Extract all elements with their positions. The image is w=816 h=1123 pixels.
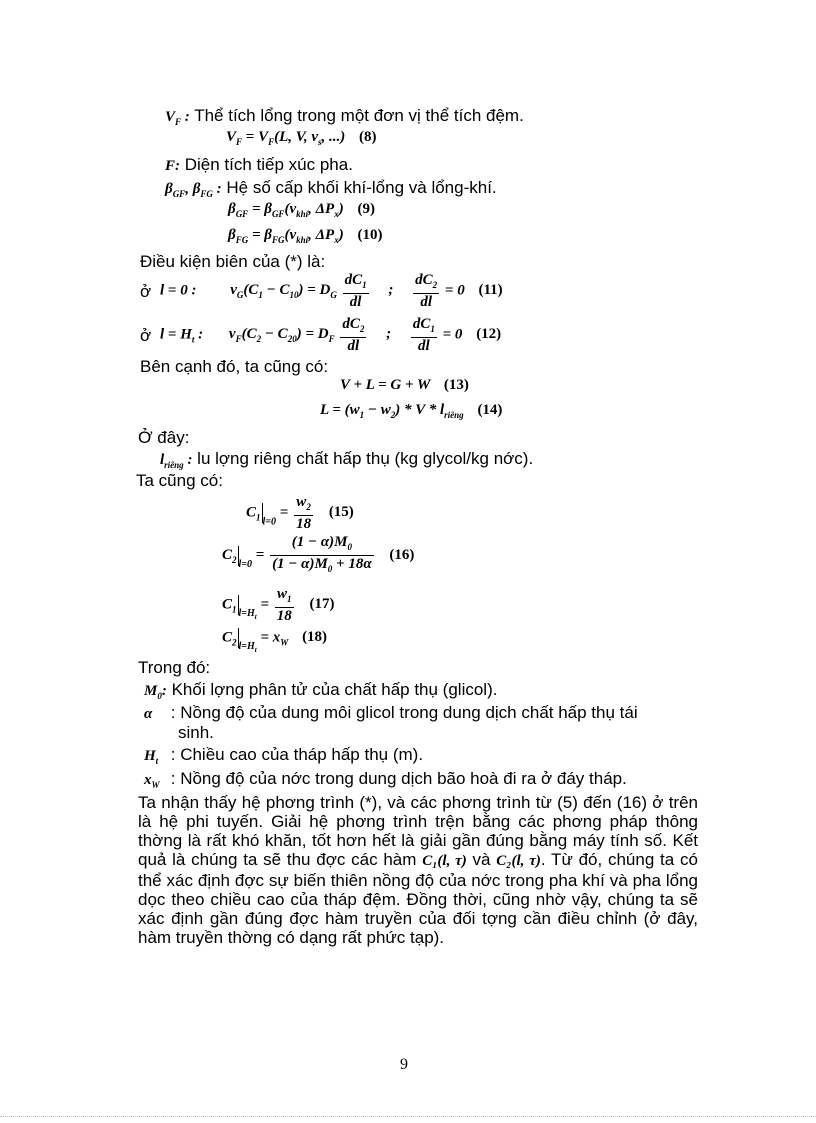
at-label-1: ở — [140, 282, 152, 301]
f-symbol: F: — [165, 158, 180, 174]
equation-18: $C_2$ $_{l=H_t} = x_W$ (18) — [222, 629, 328, 655]
ht-symbol: $H_t$ — [144, 748, 159, 766]
m0-definition: $M_0$: Khối lợng phân tử của chất hấp thụ (glicol). — [144, 680, 498, 701]
beta-symbol: $\beta_{GF}$, $\beta_{FG}$ : — [165, 181, 222, 199]
m0-symbol: $M_0$: — [144, 683, 167, 701]
equation-15: $C_1$ $_{l=0}$ = $\frac{w_2}{18}$ (15) — [246, 494, 354, 532]
here-line: Ở đây: — [138, 428, 190, 447]
equation-8: $V_F = V_F(L$, V, $v_s$, ...) (8) — [226, 129, 377, 147]
lrieng-symbol: $l_{riêng}$ : — [160, 452, 193, 470]
alpha-definition-cont: sinh. — [178, 723, 214, 742]
xw-definition: $x_W$ : Nồng độ của nớc trong dung dịch bão hoà đi ra ở đáy tháp. — [144, 769, 627, 795]
vf-definition: $V_F$ : Thể tích lổng trong một đơn vị thể tích đệm. — [165, 106, 524, 127]
beta-definition: $\beta_{GF}$, $\beta_{FG}$ : Hệ số cấp khối khí-lổng và lổng-khí. — [165, 178, 497, 199]
alpha-symbol: α — [144, 706, 153, 722]
page-number: 9 — [400, 1056, 408, 1073]
c1-function: C₁(l, τ) — [422, 853, 467, 869]
equation-14: $L = (w_1 - w_2) * V * l_{riêng}$ (14) — [320, 402, 503, 420]
besides-line: Bên cạnh đó, ta cũng có: — [140, 357, 329, 376]
alpha-definition: α : Nồng độ của dung môi glicol trong dung dịch chất hấp thụ tái — [144, 703, 638, 722]
footer-divider — [0, 1116, 816, 1117]
equation-13: V + L = G + W (13) — [340, 377, 469, 393]
equation-17: $C_1$ $_{l=H_t}$ = $\frac{w_1}{18}$ (17) — [222, 586, 335, 624]
equation-12: $l = H_t$ : $v_F(C_2 - C_{20}) = D_F$ $\frac{dC_2}{dl}$ ; $\frac{dC_1}{dl}$ = 0 (12) — [160, 316, 502, 354]
c2-function: C₂(l, τ) — [496, 853, 541, 869]
boundary-intro: Điều kiện biên của (*) là: — [140, 252, 326, 271]
conclusion-paragraph: Ta nhận thấy hệ phơng trình (*), và các phơng trình từ (5) đến (16) ở trên là hệ phi tuyến. Giải hệ phơng trình trện bằng các phơng pháp thông thờng là rất khó khăn, tốt hơn hết là giải gần đúng bằng máy tính số. Kết quả là chúng ta sẽ thu đợc các hàm C₁(l, τ) và C₂(l, τ). Từ đó, chúng ta có thể xác định đợc sự biến thiên nồng độ của nớc trong pha khí và pha lổng dọc theo chiều cao của tháp đệm. Đồng thời, cũng nhờ vậy, chúng ta sẽ xác định gần đúng đợc hàm truyền của đối tợng cần điều chỉnh (ở đây, hàm truyền thờng có dạng rất phức tạp). — [138, 793, 698, 947]
also-have-line: Ta cũng có: — [136, 471, 223, 490]
f-definition: F: Diện tích tiếp xúc pha. — [165, 155, 353, 174]
ht-definition: $H_t$ : Chiều cao của tháp hấp thụ (m). — [144, 745, 423, 771]
equation-16: $C_2$ $_{l=0}$ = $\frac{(1 - \alpha)M_0}{(1 - \alpha)M_0 + 18\alpha}$ (16) — [222, 534, 415, 574]
where-line: Trong đó: — [138, 658, 211, 677]
at-label-2: ở — [140, 326, 152, 345]
equation-10: $\beta_{FG} = \beta_{FG}(v_{khí}$, $\Delta P_x$) (10) — [228, 227, 383, 245]
lrieng-definition: $l_{riêng}$ : lu lợng riêng chất hấp thụ (kg glycol/kg nớc). — [160, 449, 534, 470]
equation-9: $\beta_{GF} = \beta_{GF}(v_{khí}$, $\Delta P_x$) (9) — [228, 201, 375, 219]
xw-symbol: $x_W$ — [144, 772, 160, 790]
equation-11: l = 0 : $v_G(C_1 - C_{10}) = D_G$ $\frac{dC_1}{dl}$ ; $\frac{dC_2}{dl}$ = 0 (11) — [160, 272, 503, 310]
vf-symbol: $V_F$ : — [165, 109, 190, 127]
